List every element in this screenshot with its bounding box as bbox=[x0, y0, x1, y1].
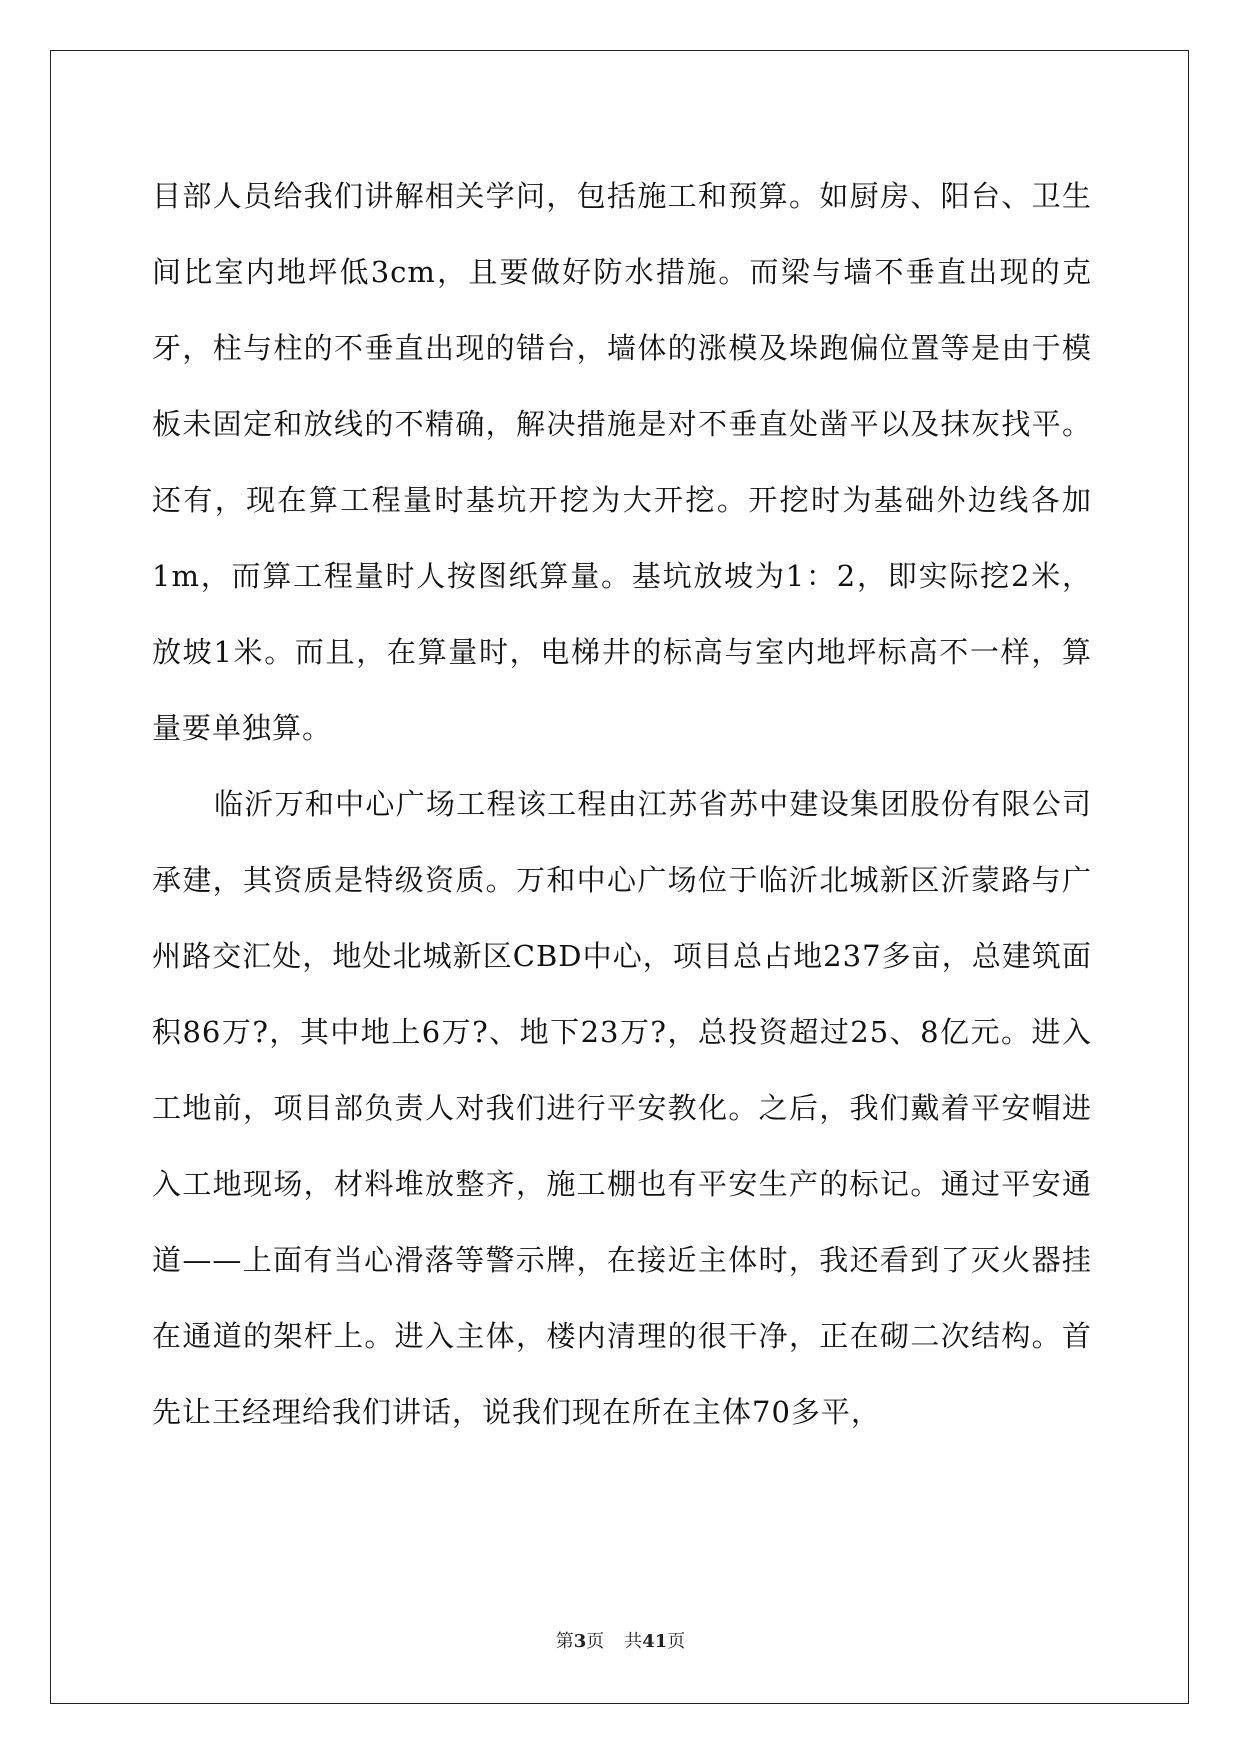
paragraph-2: 临沂万和中心广场工程该工程由江苏省苏中建设集团股份有限公司承建，其资质是特级资质。万和中心广场位于临沂北城新区沂蒙路与广州路交汇处，地处北城新区CBD中心，项目总占地237多亩，总建筑面积86万?，其中地上6万?、地下23万?，总投资超过25、8亿元。进入工地前，项目部负责人对我们进行平安教化。之后，我们戴着平安帽进入工地现场，材料堆放整齐，施工棚也有平安生产的标记。通过平安通道——上面有当心滑落等警示牌，在接近主体时，我还看到了灭火器挂在通道的架杆上。进入主体，楼内清理的很干净，正在砌二次结构。首先让王经理给我们讲话，说我们现在所在主体70多平， bbox=[152, 787, 1092, 1429]
paragraph-1: 目部人员给我们讲解相关学问，包括施工和预算。如厨房、阳台、卫生间比室内地坪低3cm，且要做好防水措施。而梁与墙不垂直出现的克牙，柱与柱的不垂直出现的错台，墙体的涨模及垛跑偏位置等是由于模板未固定和放线的不精确，解决措施是对不垂直处凿平以及抹灰找平。还有，现在算工程量时基坑开挖为大开挖。开挖时为基础外边线各加1m，而算工程量时人按图纸算量。基坑放坡为1：2，即实际挖2米，放坡1米。而且，在算量时，电梯井的标高与室内地坪标高不一样，算量要单独算。 bbox=[152, 179, 1092, 745]
total-prefix: 共 bbox=[624, 1631, 643, 1652]
page-suffix: 页 bbox=[586, 1631, 605, 1652]
page-footer bbox=[0, 1627, 1241, 1653]
document-body bbox=[152, 158, 1092, 1450]
page-number: 3 bbox=[573, 1631, 587, 1652]
total-suffix: 页 bbox=[667, 1631, 686, 1652]
page-prefix: 第 bbox=[555, 1631, 574, 1652]
total-pages: 41 bbox=[642, 1631, 668, 1652]
